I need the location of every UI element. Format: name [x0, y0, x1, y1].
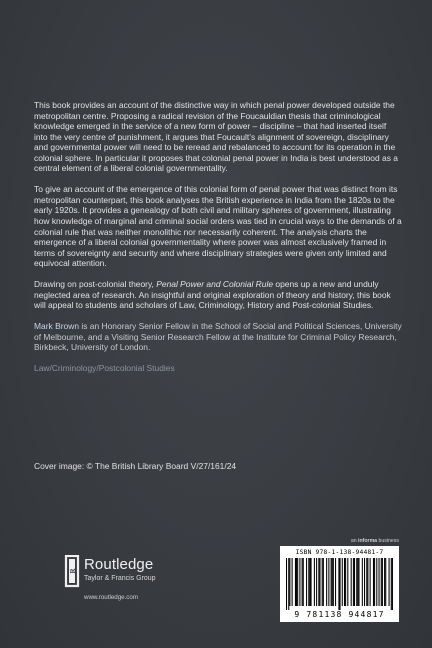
barcode-bar — [338, 558, 339, 610]
blurb-paragraph-1: This book provides an account of the distinctive way in which penal power developed outside the metropolitan centre. Proposing a radical revision of the Foucauldian thesis that criminological knowledge emerged in the service of a new form of power – discipline – that had inserted itself into the very centre of punishment, it argues that Foucault’s alignment of sovereign, disciplinary and governmental power will need to be reread and rebalanced to account for its operation in the colonial sphere. In particular it proposes that colonial penal power in India is best understood as a central element of a liberal colonial governmentality. — [34, 100, 398, 174]
barcode-bar — [374, 558, 375, 606]
barcode-bar — [292, 558, 293, 606]
barcode-bar — [326, 558, 327, 606]
barcode-bar — [384, 558, 385, 606]
barcode-bar — [335, 558, 336, 606]
barcode-bar — [370, 558, 371, 606]
author-name: Mark Brown — [34, 321, 80, 332]
barcode-bar — [358, 558, 359, 606]
publisher-name: Routledge — [84, 556, 154, 573]
barcode-bar — [296, 558, 297, 606]
blurb — [34, 100, 402, 385]
book-title: Penal Power and Colonial Rule — [156, 279, 274, 290]
barcode-bar — [323, 558, 324, 606]
cover-credit: Cover image: © The British Library Board V/27/161/24 — [34, 461, 237, 471]
barcode-bar — [345, 558, 346, 606]
barcode-bar — [288, 558, 289, 610]
barcode-bar — [297, 558, 298, 606]
barcode-bar — [328, 558, 329, 606]
barcode-bar — [392, 558, 393, 610]
barcode-bar — [362, 558, 363, 606]
barcode-bar — [356, 558, 357, 606]
barcode-bar — [319, 558, 320, 606]
subject-categories: Law/Criminology/Postcolonial Studies — [34, 363, 175, 374]
barcode-bar — [373, 558, 374, 606]
barcode-bar — [311, 558, 312, 606]
barcode-bar — [331, 558, 332, 606]
barcode-bar — [322, 558, 323, 606]
barcode-bar — [347, 558, 348, 606]
barcode-bar — [314, 558, 315, 606]
barcode-bar — [354, 558, 355, 606]
informa-brand: informa — [358, 538, 378, 544]
informa-tagline — [351, 538, 399, 544]
publisher-logo — [64, 555, 204, 615]
barcode-bar — [389, 558, 390, 606]
barcode-bar — [318, 558, 319, 606]
routledge-mark-icon — [64, 555, 80, 589]
blurb-paragraph-2: To give an account of the emergence of this colonial form of penal power that was distinct from its metropolitan counterpart, this book analyses the British experience in India from the 1820s to the early 1920s. It provides a genealogy of both civil and military spheres of government, illustrating how knowledge of marginal and criminal social orders was tied in crucial ways to the demands of a colonial rule that was neither monolithic nor necessarily coherent. The analysis charts the emergence of a liberal colonial governmentality where power was almost exclusively framed in terms of sovereignty and security and where disciplinary strategies were given only limited and equivocal attention. — [34, 184, 402, 269]
barcode-bar — [357, 558, 358, 606]
barcode-bar — [286, 558, 287, 610]
barcode-bar — [344, 558, 345, 606]
barcode-bar — [385, 558, 386, 606]
publisher-group: Taylor & Francis Group — [84, 575, 156, 582]
barcode-bar — [376, 558, 377, 606]
barcode-bar — [351, 558, 352, 606]
barcode-bar — [309, 558, 310, 606]
barcode-bar — [303, 558, 304, 606]
blurb-paragraph-3 — [34, 279, 402, 311]
barcode-digits: 9 781138 944817 — [294, 610, 385, 619]
barcode-bar — [342, 558, 343, 606]
barcode-bar — [299, 558, 300, 606]
theory-text-before: Drawing on post-colonial theory, — [34, 279, 157, 290]
author-bio-text: is an Honorary Senior Fellow in the School of Social and Political Sciences, University of Melbourne, and a Visiting Senior Research Fellow at the Institute for Criminal Policy Research, Birkbeck, University of London. — [34, 321, 402, 353]
barcode-box — [280, 546, 399, 622]
barcode-bar — [333, 558, 334, 606]
barcode-bar — [316, 558, 317, 606]
isbn-label: ISBN 978-1-138-94481-7 — [295, 549, 384, 556]
barcode-bar — [366, 558, 367, 606]
barcode-bar — [367, 558, 368, 606]
barcode-bar — [295, 558, 296, 606]
routledge-mark-letter: R — [69, 568, 77, 574]
informa-prefix: an — [350, 538, 359, 544]
barcode-bar — [302, 558, 303, 606]
theory-text-after: opens up a new and unduly neglected area of research. An insightful and original exploration of theory and history, this book will appeal to students and scholars of Law, Criminology, History and Post-colonial Studies. — [34, 279, 391, 311]
barcode-bar — [289, 558, 290, 606]
barcode-bar — [379, 558, 380, 606]
publisher-url: www.routledge.com — [84, 594, 138, 601]
barcode-bar — [382, 558, 383, 606]
barcode-bar — [308, 558, 309, 606]
author-bio — [34, 321, 402, 353]
barcode-bar — [381, 558, 382, 606]
barcode-bar — [391, 558, 392, 610]
barcode-bar — [332, 558, 333, 606]
barcode-bar — [306, 558, 307, 606]
barcode-bar — [340, 558, 341, 610]
barcode-icon — [286, 558, 393, 610]
informa-suffix: business — [377, 538, 399, 544]
barcode-bar — [353, 558, 354, 606]
barcode-bar — [364, 558, 365, 606]
